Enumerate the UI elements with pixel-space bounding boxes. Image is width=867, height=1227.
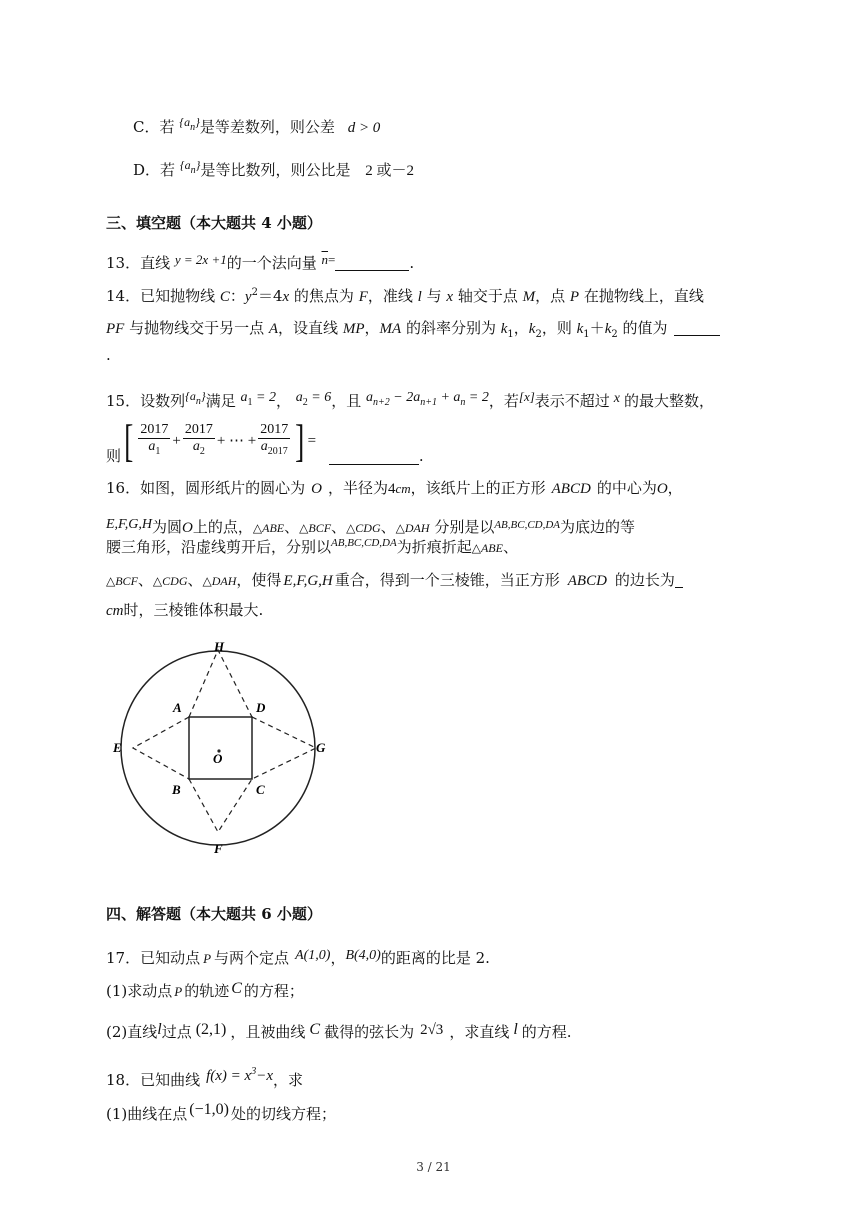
floor-notation: [x] (518, 389, 535, 404)
question-14-line-2: PF 与抛物线交于另一点 A，设直线 MP，MA 的斜率分别为 $k_1$，$k_2$，则 $k_1+k_2$ 的值为 (106, 318, 720, 345)
label-A: A (173, 700, 182, 715)
dashed-fold-lines (133, 650, 316, 832)
option-c-text: 是等差数列，则公差 (199, 118, 335, 136)
label-O: O (213, 751, 223, 766)
option-d-label: D．若 (133, 161, 176, 179)
label-B: B (172, 782, 181, 797)
question-14-line-3: . (106, 346, 111, 364)
label-E: E (113, 740, 122, 755)
question-18-line-2: (1)曲线在点 (−1,0) 处的切线方程； (106, 1101, 336, 1123)
question-16-line-1: 16．如图，圆形纸片的圆心为 O ，半径为4cm，该纸片上的正方形 ABCD 的中心为O， (106, 479, 683, 497)
curve-equation: $f(x) = x^3-x$ (206, 1066, 273, 1084)
option-c (133, 112, 380, 138)
answer-blank[interactable] (335, 256, 409, 271)
question-14-line-1: 14．已知抛物线 C：$y^2=4x$ 的焦点为 F，准线 l 与 x 轴交于点 M，点 P 在抛物线上，直线 (106, 287, 704, 305)
question-17-line-2: (1)求动点 P 的轨迹 C 的方程； (106, 980, 304, 1000)
question-16-line-2: E,F,G,H为圆O上的点，△ABE、△BCF、△CDG、△DAH 分别是以$^{AB,BC,CD,DA}$为底边的等 (106, 517, 636, 536)
a2-value: $a_2 = 6$ (295, 390, 332, 408)
a1-value: $a_1 = 2$ (240, 390, 276, 408)
paper-circle (121, 651, 315, 845)
label-H: H (214, 639, 225, 654)
option-d-text: 是等比数列，则公比是 (200, 161, 351, 179)
question-16-line-3: 腰三角形，沿虚线剪开后，分别以$^{AB,BC,CD,DA}$为折痕折起△ABE、 (106, 537, 518, 556)
square-ABCD (189, 717, 252, 779)
normal-vector-symbol: $\overline{n}$ (321, 252, 329, 267)
sequence-symbol: {an} (185, 389, 206, 407)
question-16-line-5: cm时，三棱锥体积最大. (106, 601, 264, 619)
question-15-line-1: 15．设数列$^{\{a_n\}}$满足 $a_1 = 2$， $a_2 = 6$，且 $a_{n+2} - 2a_{n+1} + a_n = 2$，若[x]表示不超过 x 的最大整数， (106, 389, 715, 410)
label-F: F (214, 841, 223, 856)
label-C: C (256, 782, 265, 797)
line-equation: y = 2x +1 (174, 252, 227, 267)
floor-bracket-left: [ (124, 415, 134, 466)
option-c-label: C．若 (133, 118, 175, 136)
label-D: D (256, 700, 266, 715)
answer-blank[interactable] (675, 573, 683, 588)
fraction-term-2: $\frac{2017}{a_2}$ (184, 422, 213, 457)
question-13: 13．直线 y = 2x +1的一个法向量 $\overline{n}=$ . (106, 252, 415, 272)
fraction-term-1: $\frac{2017}{a_1}$ (140, 422, 169, 457)
sequence-symbol: {an} (179, 115, 200, 133)
option-d (133, 155, 414, 181)
label-G: G (316, 740, 326, 755)
recurrence-relation: $a_{n+2} - 2a_{n+1} + a_n = 2$ (366, 390, 489, 408)
option-c-condition: d > 0 (347, 120, 381, 136)
question-18-line-1: 18．已知曲线 $f(x) = x^3-x$，求 (106, 1066, 303, 1089)
question-16-line-4: △BCF、△CDG、△DAH，使得 E,F,G,H 重合，得到一个三棱锥，当正方形 ABCD 的边长为 (106, 570, 683, 591)
circle-square-figure (106, 638, 336, 858)
section-heading-solutions: 四、解答题（本大题共 6 小题） (106, 905, 322, 923)
answer-blank[interactable] (329, 450, 419, 465)
section-heading-fill-in: 三、填空题（本大题共 4 小题） (106, 214, 322, 232)
answer-blank[interactable] (674, 321, 720, 336)
fraction-term-3: $\frac{2017}{a_{2017}}$ (260, 422, 289, 457)
option-d-value: 2 或－2 (365, 163, 414, 179)
question-17-line-3: (2)直线l过点 (2,1) ，且被曲线 C 截得的弦长为 2√3 ，求直线 l 的方程. (106, 1021, 572, 1041)
sequence-symbol: {an} (179, 158, 201, 176)
question-17-line-1: 17．已知动点 P 与两个定点 A(1,0)，B(4,0)的距离的比是 2. (106, 948, 490, 967)
question-15-line-2: 则[ $\frac{2017}{a_1}$ + $\frac{2017}{a_2}$ + ⋯ + $\frac{2017}{a_{2017}}$ ] = . (106, 415, 424, 466)
floor-bracket-right: ] (295, 415, 305, 466)
page-number: 3 / 21 (416, 1160, 451, 1174)
